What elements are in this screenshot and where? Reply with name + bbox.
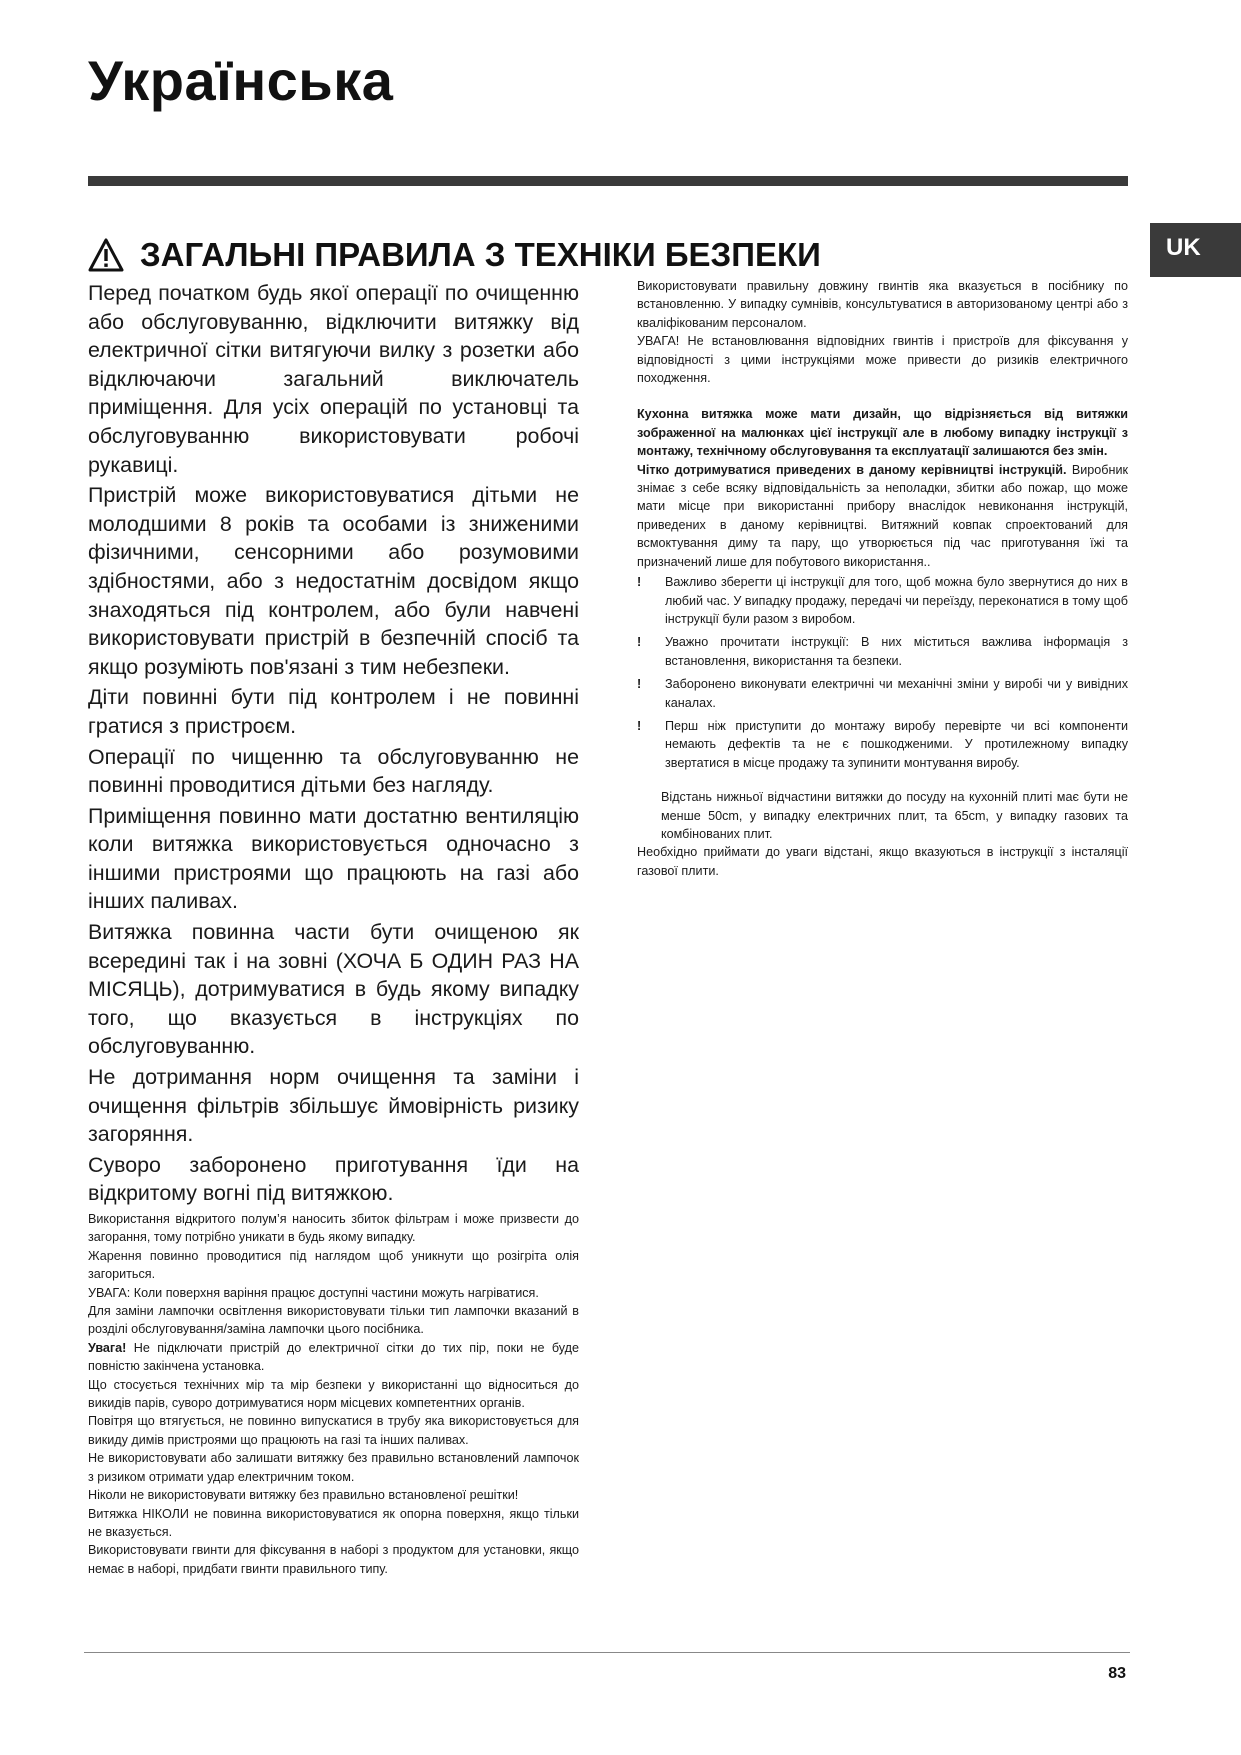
- lead-paragraph: Пристрій може використовуватися дітьми не молодшими 8 років та особами із зниженими фізичними, сенсорними або розумовими здібностями, або з недостатнім досвідом якщо знаходяться під контролем, або були навчені використовувати пристрій в безпечній спосіб та якщо розуміють пов'язані з тим небезпеки.: [88, 483, 579, 679]
- section-title: ЗАГАЛЬНІ ПРАВИЛА З ТЕХНІКИ БЕЗПЕКИ: [140, 236, 821, 273]
- safety-note: УВАГА: Коли поверхня варіння працює доступні частини можуть нагріватися.: [88, 1285, 539, 1300]
- lead-paragraph: Приміщення повинно мати достатню вентиляцію коли витяжка використовується одночасно з іншими пристроями що працюють на газі або інших паливах.: [88, 803, 579, 914]
- page-title: Українська: [88, 49, 394, 112]
- lead-paragraph: Операції по чищенню та обслуговуванню не повинні проводитися дітьми без нагляду.: [88, 744, 579, 798]
- attention-note: [88, 1339, 579, 1376]
- gas-note: Необхідно приймати до уваги відстані, якщо вказуються в інструкції з інсталяції газової плити.: [637, 845, 1128, 878]
- attention-text: Не підключати пристрій до електричної сітки до тих пір, поки не буде повністю закінчена установка.: [88, 1340, 579, 1374]
- header-divider: [88, 176, 1128, 186]
- distance-note: Відстань нижньої відчастини витяжки до посуду на кухонній плиті має бути не менше 50cm, у випадку електричних плит, та 65cm, у випадку газових та комбінованих плит.: [661, 790, 1128, 841]
- screw-warning: УВАГА! Не встановлювання відповідних гвинтів і пристроїв для фіксування у відповідності з цими інструкціями може привести до ризиків електричного походження.: [637, 334, 1128, 386]
- list-item: ! Перш ніж приступити до монтажу виробу перевірте чи всі компоненти немають дефектів та не є пошкодженими. У протилежному випадку звертатися в місце продажу та зупинити монтування виробу.: [637, 718, 1128, 770]
- bullet-list: [637, 573, 1128, 772]
- lead-paragraph: Діти повинні бути під контролем і не повинні гратися з пристроєм.: [88, 685, 579, 738]
- footer-divider: [84, 1652, 1130, 1653]
- exclamation-icon: !: [637, 677, 642, 692]
- exclamation-icon: !: [637, 635, 642, 650]
- page-number: 83: [1108, 1665, 1126, 1682]
- list-item: ! Важливо зберегти ці інструкції для того, щоб можна було звернутися до них в любий час. У випадку продажу, передачі чи переїзду, переконатися в тому щоб інструкції були разом з виробом.: [637, 575, 1129, 626]
- safety-note: Ніколи не використовувати витяжку без правильно встановленої решітки!: [88, 1488, 519, 1503]
- list-item: ! Уважно прочитати інструкції: В них міститься важлива інформація з встановлення, використання та безпеки.: [637, 635, 1128, 668]
- screw-note: Використовувати правильну довжину гвинтів яка вказується в посібнику по встановленню. У випадку сумнівів, консультуватися в авторизованому центрі або з кваліфікованим персоналом.: [637, 279, 1128, 330]
- attention-label: Увага!: [88, 1340, 127, 1355]
- right-column: [637, 277, 1128, 880]
- language-tab: UK: [1150, 223, 1241, 277]
- safety-note: Використовувати гвинти для фіксування в наборі з продуктом для установки, якщо немає в наборі, придбати гвинти правильного типу.: [88, 1543, 579, 1576]
- safety-note: Використання відкритого полум’я наносить збиток фільтрам і може призвести до загорання, тому потрібно уникати в будь якому випадку.: [88, 1212, 579, 1245]
- left-column: [88, 279, 579, 1578]
- responsibility-text: Виробник знімає з себе всяку відповідальність за неполадки, збитки або пожар, що може мати місце при використанні прибору внаслідок невиконання інструкцій, приведених в даному керівництві. Витяжний ковпак спроектований для всмоктування диму та пару, що утворюється під час приготування їжі та призначений лише для побутового використання..: [637, 462, 1128, 569]
- design-notice: Кухонна витяжка може мати дизайн, що відрізняється від витяжки зображенної на малюнках цієї інструкції але в любому випадку інструкції з монтажу, технічному обслуговування та експлуатації залишаются без змін.: [637, 407, 1128, 459]
- responsibility-note: [637, 461, 1128, 571]
- lead-paragraph: Не дотримання норм очищення та заміни і очищення фільтрів збільшує ймовірність ризику загоряння.: [88, 1065, 579, 1147]
- safety-note: Не використовувати або залишати витяжку без правильно встановлений лампочок з ризиком отримати удар електричним током.: [88, 1451, 579, 1484]
- lead-paragraph: Витяжка повинна части бути очищеною як всередині так і на зовні (ХОЧА Б ОДИН РАЗ НА МІСЯЦЬ), дотримуватися в будь якому випадку того, що вказується в інструкціях по обслуговуванню.: [88, 920, 579, 1059]
- safety-note: Що стосується технічних мір та мір безпеки у використанні що відноситься до викидів парів, суворо дотримуватися норм місцевих компетентних органів.: [88, 1377, 579, 1411]
- instruction-emphasis: Чітко дотримуватися приведених в даному керівництві інструкцій.: [637, 462, 1067, 477]
- safety-note: Жарення повинно проводитися під наглядом щоб уникнути що розігріта олія загориться.: [88, 1248, 579, 1282]
- safety-note: Для заміни лампочки освітлення використовувати тільки тип лампочки вказаний в розділі обслуговування/заміна лампочки цього посібника.: [88, 1304, 579, 1337]
- list-item: ! Заборонено виконувати електричні чи механічні зміни у виробі чи у вивідних каналах.: [637, 677, 1128, 710]
- lead-paragraph: Суворо заборонено приготування їди на відкритому вогні під витяжкою.: [88, 1152, 579, 1206]
- warning-triangle-icon: [88, 238, 124, 272]
- exclamation-icon: !: [637, 575, 642, 590]
- lead-paragraph: Перед початком будь якої операції по очищенню або обслуговуванню, відключити витяжку від електричної сітки витягуючи вилку з розетки або відключаючи загальний виключатель приміщення. Для усіх операцій по установці та обслуговуванню використовувати робочі рукавиці.: [88, 281, 579, 477]
- safety-note: Витяжка НІКОЛИ не повинна використовуватися як опорна поверхня, якщо тільки не вказується.: [88, 1506, 579, 1539]
- section-heading: [88, 236, 821, 274]
- safety-note: Повітря що втягується, не повинно випускатися в трубу яка використовується для викиду димів пристроями що працюють на газі та інших паливах.: [88, 1414, 579, 1447]
- exclamation-icon: !: [637, 718, 642, 733]
